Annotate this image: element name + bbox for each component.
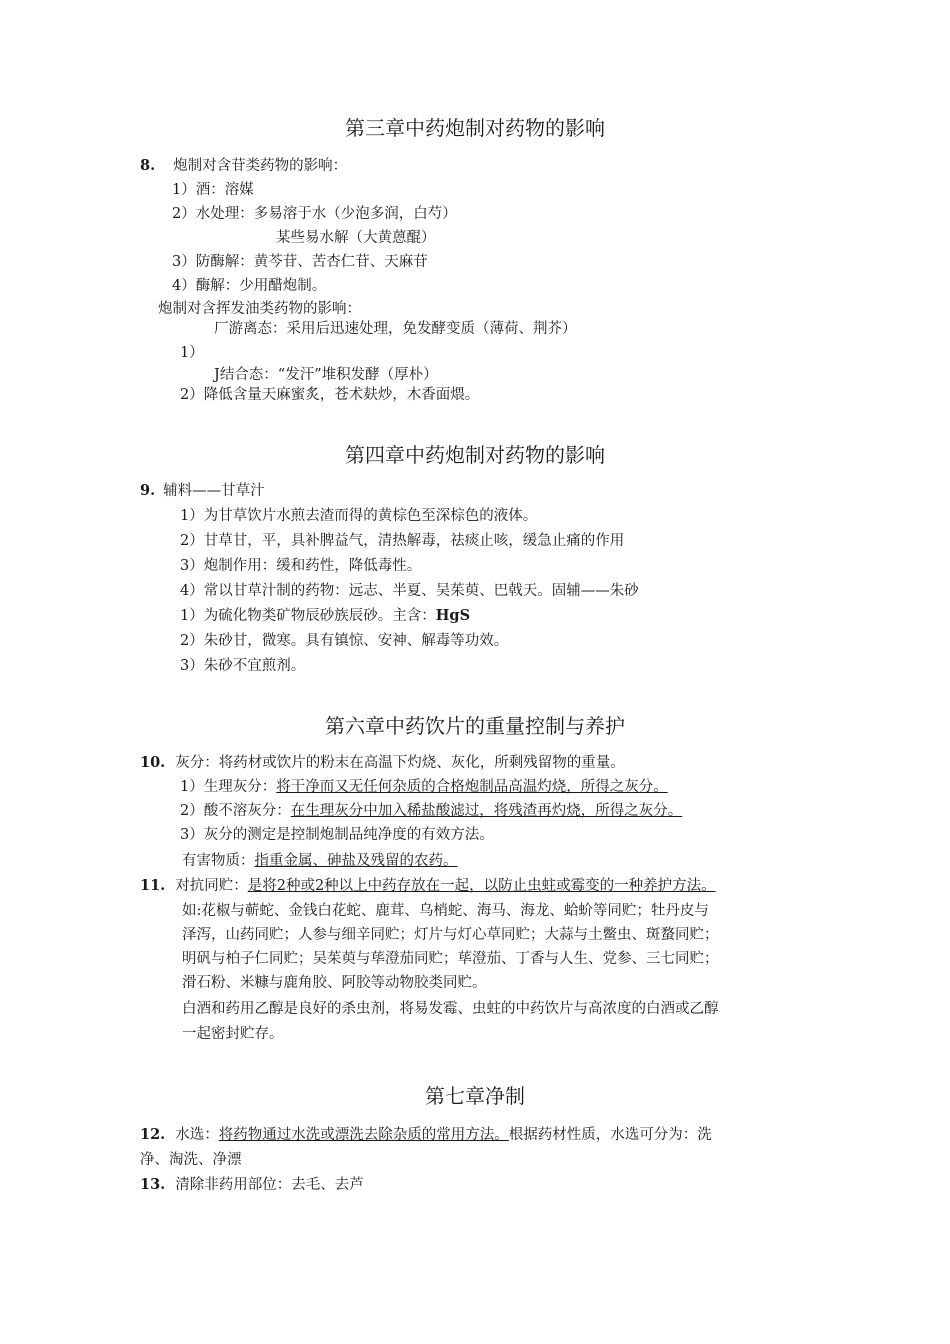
list-item	[180, 606, 470, 626]
item-text: 辅料——甘草汁	[163, 483, 265, 499]
term: 2）酸不溶灰分：	[180, 803, 291, 819]
item-number: 13.	[140, 1176, 166, 1193]
term: 有害物质：	[182, 853, 255, 869]
list-item: 2）降低含量天麻蜜炙，苍术麸炒，木香面煨。	[180, 387, 480, 403]
chapter-3-heading: 第三章中药炮制对药物的影响	[345, 116, 605, 140]
list-item: 3）炮制作用：缓和药性，降低毒性。	[180, 558, 422, 574]
term: 水选：	[175, 1127, 219, 1143]
item-number: 11.	[140, 877, 166, 894]
definition: 在生理灰分中加入稀盐酸滤过，将残渣再灼烧，所得之灰分。	[290, 803, 683, 819]
list-item: 2）水处理：多易溶于水（少泡多润，白芍）	[172, 206, 457, 222]
item-11	[140, 876, 716, 896]
list-item: 1）酒：溶媒	[172, 182, 254, 198]
chapter-6-heading: 第六章中药饮片的重量控制与养护	[325, 714, 625, 738]
list-item: 1）为甘草饮片水煎去渣而得的黄棕色至深棕色的液体。	[180, 508, 538, 524]
list-item: 某些易水解（大黄蒽醌）	[276, 230, 436, 246]
list-item: 4）常以甘草汁制的药物：远志、半夏、吴茱萸、巴戟天。固辅——朱砂	[180, 583, 639, 599]
list-item: 3）灰分的测定是控制炮制品纯净度的有效方法。	[180, 827, 494, 843]
paragraph-line: 明矾与柏子仁同贮；吴茱萸与荜澄茄同贮；荜澄茄、丁香与人生、党参、三七同贮；	[182, 951, 719, 967]
item-number: 12.	[140, 1126, 166, 1143]
paragraph-line: 如:花椒与蕲蛇、金钱白花蛇、鹿茸、乌梢蛇、海马、海龙、蛤蚧等同贮；牡丹皮与	[182, 903, 709, 919]
paragraph-line: 泽泻，山药同贮；人参与细辛同贮；灯片与灯心草同贮；大蒜与土鳖虫、斑蝥同贮；	[182, 927, 719, 943]
paragraph-line: 滑石粉、米糠与鹿角胶、阿胶等动物胶类同贮。	[182, 975, 487, 991]
list-item: J结合态：“发汗”堆积发酵（厚朴）	[214, 367, 438, 383]
item-number: 9.	[140, 482, 156, 499]
item-9	[140, 481, 265, 501]
definition: 是将2种或2种以上中药存放在一起，以防止虫蛀或霉变的一种养护方法。	[247, 878, 716, 894]
item-text: 灰分：将药材或饮片的粉末在高温下灼烧、灰化，所剩残留物的重量。	[175, 755, 625, 771]
paragraph-line: 净、淘洗、净漂	[140, 1152, 242, 1168]
term: 1）生理灰分：	[180, 779, 277, 795]
term: 对抗同贮：	[175, 878, 248, 894]
item-number: 8.	[140, 157, 156, 174]
item-number: 10.	[140, 754, 166, 771]
item-8	[140, 156, 347, 176]
list-item: 2）甘草甘，平，具补脾益气，清热解毒，祛痰止咳，缓急止痛的作用	[180, 533, 625, 549]
paragraph-line: 一起密封贮存。	[182, 1026, 284, 1042]
list-item: 2）朱砂甘，微寒。具有镇惊、安神、解毒等功效。	[180, 633, 509, 649]
list-item	[180, 777, 668, 797]
item-text: 1）为硫化物类矿物辰砂族辰砂。主含：	[180, 608, 436, 624]
definition: 指重金属、砷盐及残留的农药。	[254, 853, 458, 869]
list-item: 1）	[180, 345, 204, 361]
item-12	[140, 1125, 712, 1145]
item-text: 清除非药用部位：去毛、去芦	[175, 1177, 364, 1193]
list-item	[180, 801, 682, 821]
list-item: 3）朱砂不宜煎剂。	[180, 658, 306, 674]
item-text: 炮制对含苷类药物的影响：	[173, 158, 348, 174]
chapter-4-heading: 第四章中药炮制对药物的影响	[345, 443, 605, 467]
item-text: 根据药材性质，水选可分为：洗	[508, 1127, 712, 1143]
formula-text: HgS	[435, 607, 471, 624]
list-item: 3）防酶解：黄芩苷、苦杏仁苷、天麻苷	[172, 254, 428, 270]
item-13	[140, 1175, 364, 1195]
paragraph-line: 白酒和药用乙醇是良好的杀虫剂，将易发霉、虫蛀的中药饮片与高浓度的白酒或乙醇	[182, 1001, 719, 1017]
item-10	[140, 753, 625, 773]
list-item: 4）酶解：少用醋炮制。	[172, 278, 327, 294]
definition: 将干净而又无任何杂质的合格炮制品高温灼烧，所得之灰分。	[276, 779, 668, 795]
list-item	[182, 851, 458, 871]
definition: 将药物通过水洗或漂洗去除杂质的常用方法。	[218, 1127, 509, 1143]
chapter-7-heading: 第七章净制	[425, 1084, 525, 1108]
subsection-title: 炮制对含挥发油类药物的影响：	[158, 301, 361, 317]
list-item: 厂游离态：采用后迅速处理，免发酵变质（薄荷、荆芥）	[214, 321, 577, 337]
